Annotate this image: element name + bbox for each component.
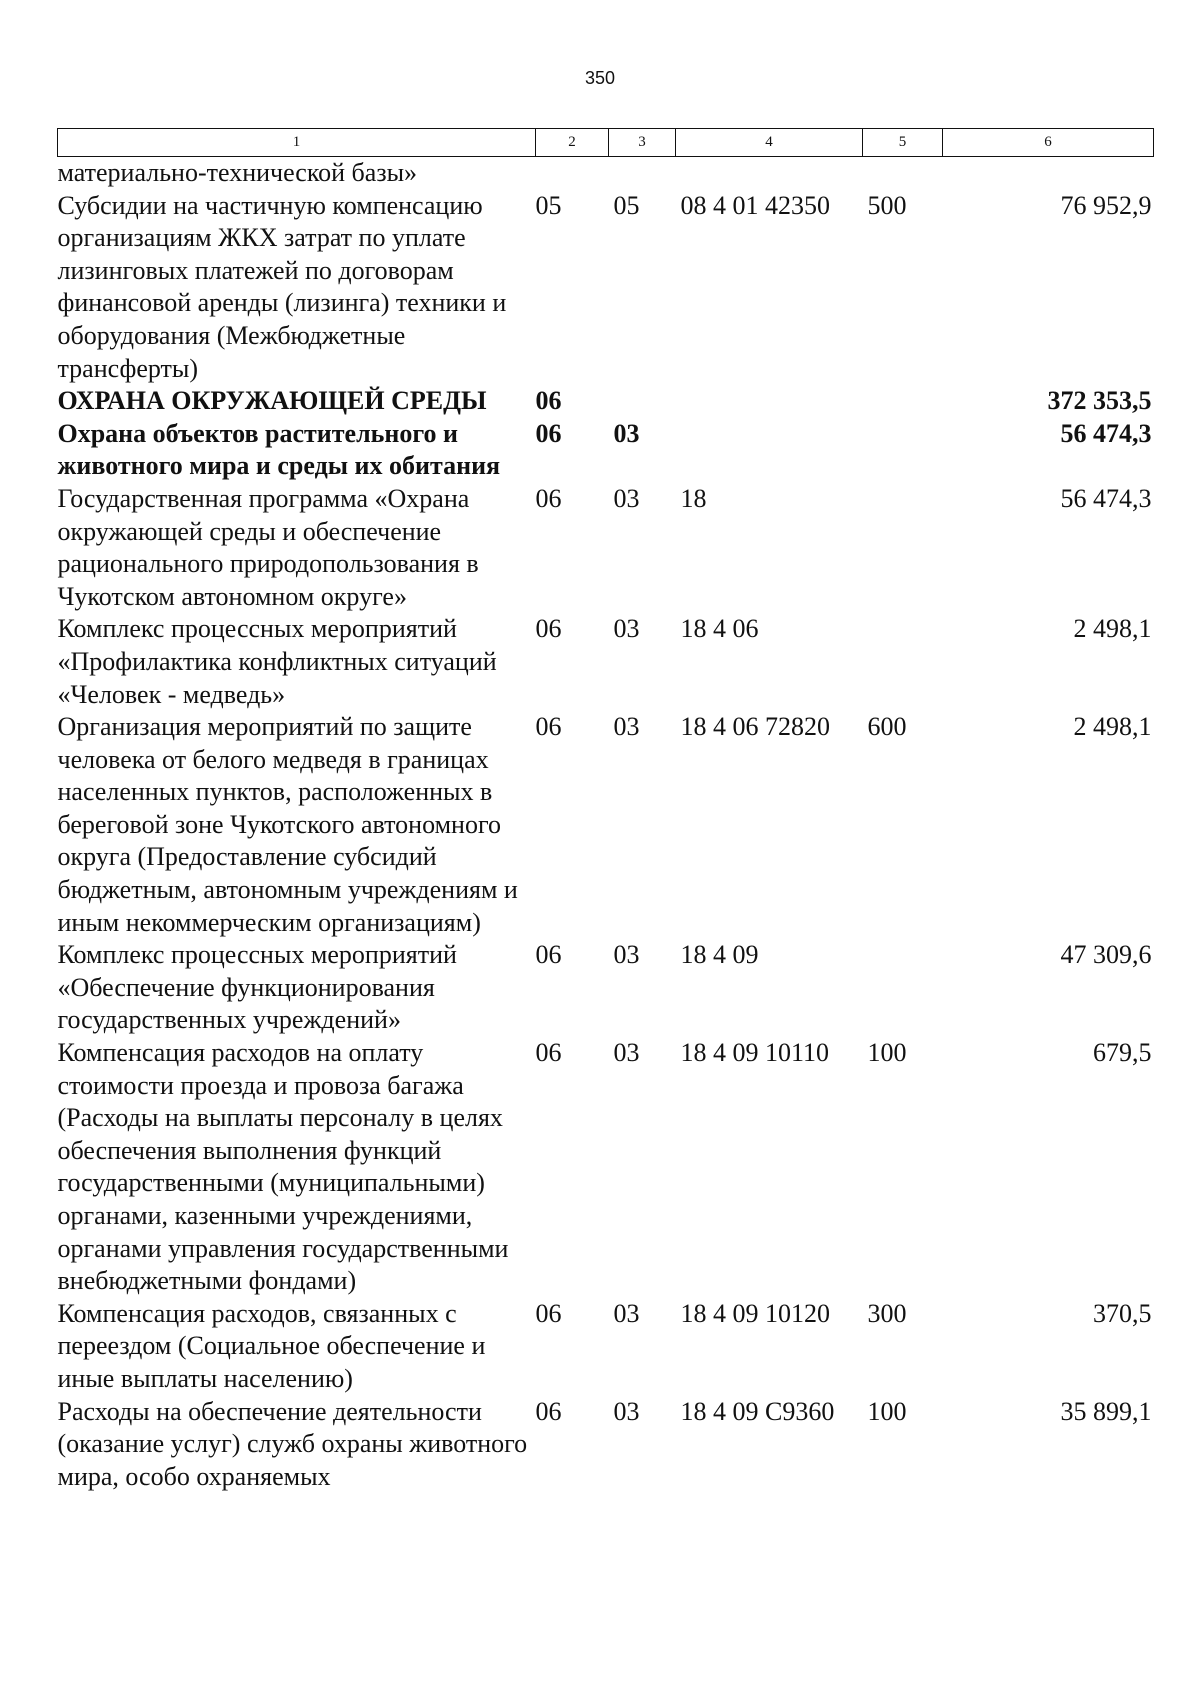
header-col-subsection: 3 — [609, 129, 676, 157]
row-amount: 76 952,9 — [1060, 190, 1152, 220]
row-subsection: 03 — [613, 614, 640, 644]
row-name: Компенсация расходов, связанных с переездом (Социальное обеспечение и иные выплаты населению) — [57, 1298, 486, 1393]
row-section: 06 — [535, 1396, 562, 1426]
row-section: 06 — [535, 418, 562, 448]
row-section: 06 — [535, 386, 562, 416]
row-subsection: 03 — [613, 1298, 640, 1328]
table-row — [58, 939, 1154, 1037]
row-name: Охрана объектов растительного и животного мира и среды их обитания — [57, 418, 501, 481]
row-expense-type: 600 — [867, 712, 907, 742]
row-amount: 2 498,1 — [1073, 614, 1152, 644]
table-row — [58, 711, 1154, 939]
row-name: ОХРАНА ОКРУЖАЮЩЕЙ СРЕДЫ — [57, 386, 487, 416]
row-target: 18 4 06 — [680, 614, 759, 644]
row-name: материально-технической базы» — [57, 158, 418, 187]
row-expense-type: 300 — [867, 1298, 907, 1328]
page-number: 350 — [584, 68, 616, 88]
table-row-section-heading — [58, 385, 1154, 418]
row-target: 08 4 01 42350 — [680, 190, 830, 220]
row-amount: 372 353,5 — [1047, 386, 1152, 416]
row-expense-type: 500 — [867, 190, 907, 220]
row-name: Организация мероприятий по защите человека от белого медведя в границах населенных пунктов, расположенных в береговой зоне Чукотского автономного округа (Предоставление субсидий бюджетным, автономным учреждениям и иным некоммерческим организациям) — [57, 712, 518, 937]
row-section: 05 — [535, 190, 562, 220]
row-section: 06 — [535, 940, 562, 970]
row-target: 18 — [680, 483, 707, 513]
row-expense-type — [863, 157, 943, 190]
row-amount: 56 474,3 — [1060, 483, 1152, 513]
row-target: 18 4 09 С9360 — [680, 1396, 835, 1426]
row-subsection: 03 — [613, 1396, 640, 1426]
row-target: 18 4 06 72820 — [680, 712, 830, 742]
table-row — [58, 1298, 1154, 1396]
table-row-subsection-heading — [58, 418, 1154, 483]
table-body — [58, 157, 1154, 1494]
row-section: 06 — [535, 712, 562, 742]
row-expense-type — [863, 418, 943, 483]
row-expense-type — [863, 613, 943, 711]
row-expense-type: 100 — [867, 1038, 907, 1068]
row-subsection: 03 — [613, 940, 640, 970]
row-name: Компенсация расходов на оплату стоимости проезда и провоза багажа (Расходы на выплаты персоналу в целях обеспечения выполнения функций государственными (муниципальными) органами, казенными учреждениями, органами управления государственными внебюджетными фондами) — [57, 1038, 509, 1296]
row-target: 18 4 09 — [680, 940, 759, 970]
header-col-amount: 6 — [943, 129, 1154, 157]
header-col-name: 1 — [58, 129, 536, 157]
row-name: Субсидии на частичную компенсацию организациям ЖКХ затрат по уплате лизинговых платежей по договорам финансовой аренды (лизинга) техники и оборудования (Межбюджетные трансферты) — [57, 190, 507, 383]
table-row — [58, 190, 1154, 386]
row-section: 06 — [535, 1298, 562, 1328]
row-subsection: 03 — [613, 1038, 640, 1068]
row-expense-type — [863, 483, 943, 613]
row-subsection: 03 — [613, 483, 640, 513]
header-col-section: 2 — [536, 129, 609, 157]
row-expense-type: 100 — [867, 1396, 907, 1426]
row-subsection — [609, 157, 676, 190]
row-name: Комплекс процессных мероприятий «Обеспечение функционирования государственных учреждений» — [57, 940, 457, 1035]
row-name: Государственная программа «Охрана окружающей среды и обеспечение рационального природопользования в Чукотском автономном округе» — [57, 483, 479, 611]
row-subsection — [609, 385, 676, 418]
row-amount: 370,5 — [1093, 1298, 1152, 1328]
table-row — [58, 157, 1154, 190]
row-amount: 47 309,6 — [1060, 940, 1152, 970]
row-target — [676, 385, 863, 418]
row-target — [676, 418, 863, 483]
row-expense-type — [863, 385, 943, 418]
table-header — [58, 129, 1154, 157]
row-section — [536, 157, 609, 190]
row-section: 06 — [535, 614, 562, 644]
row-target — [676, 157, 863, 190]
row-name: Комплекс процессных мероприятий «Профилактика конфликтных ситуаций «Человек - медведь» — [57, 614, 497, 709]
header-col-target: 4 — [676, 129, 863, 157]
row-subsection: 05 — [613, 190, 640, 220]
row-target: 18 4 09 10110 — [680, 1038, 830, 1068]
row-expense-type — [863, 939, 943, 1037]
row-target: 18 4 09 10120 — [680, 1298, 830, 1328]
row-section: 06 — [535, 483, 562, 513]
table-row — [58, 483, 1154, 613]
row-section: 06 — [535, 1038, 562, 1068]
row-amount: 2 498,1 — [1073, 712, 1152, 742]
row-amount: 56 474,3 — [1060, 418, 1152, 448]
row-amount — [943, 157, 1154, 190]
header-row — [58, 129, 1154, 157]
budget-table — [57, 128, 1154, 1493]
row-subsection: 03 — [613, 712, 640, 742]
row-name: Расходы на обеспечение деятельности (оказание услуг) служб охраны животного мира, особо охраняемых — [57, 1396, 528, 1491]
table-row — [58, 1037, 1154, 1298]
row-amount: 35 899,1 — [1060, 1396, 1152, 1426]
header-col-expense-type: 5 — [863, 129, 943, 157]
row-amount: 679,5 — [1093, 1038, 1152, 1068]
table-row — [58, 613, 1154, 711]
row-subsection: 03 — [613, 418, 640, 448]
table-row — [58, 1396, 1154, 1494]
